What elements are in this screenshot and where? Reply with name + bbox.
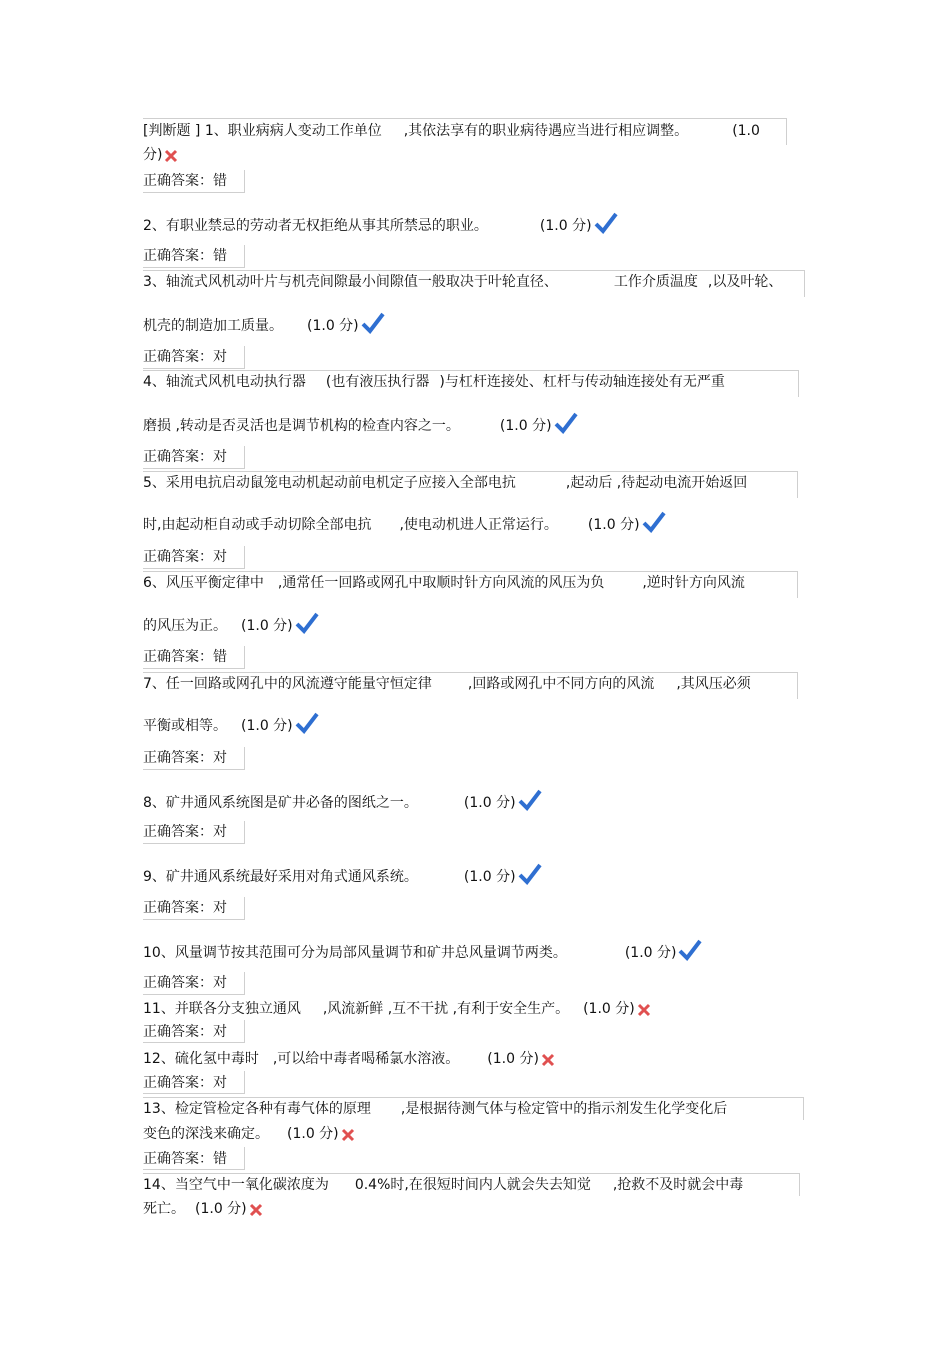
question-13-line-2: 变色的深浅来确定。 (1.0 分)	[143, 1125, 355, 1143]
question-6-line-1: 6、风压平衡定律中 ,通常任一回路或网孔中取顺时针方向风流的风压为负 ,逆时针方向风流	[143, 575, 745, 591]
cross-icon	[541, 1053, 555, 1072]
answer-9: 正确答案：对	[143, 900, 227, 916]
question-13-line-1: 13、检定管检定各种有毒气体的原理 ,是根据待测气体与检定管中的指示剂发生化学变化后	[143, 1101, 728, 1117]
question-3-frame	[143, 270, 805, 297]
answer-1-frame	[143, 170, 245, 193]
answer-6: 正确答案：错	[143, 649, 227, 665]
question-1-line-1: [判断题 ] 1、职业病病人变动工作单位 ,其依法享有的职业病待遇应当进行相应调整。 (1.0	[143, 123, 760, 139]
answer-8: 正确答案：对	[143, 824, 227, 840]
question-5-line-2: 时,由起动柜自动或手动切除全部电抗 ,使电动机进人正常运行。 (1.0 分)	[143, 511, 666, 529]
answer-12-frame	[143, 1071, 245, 1094]
question-1-line-2: 分)	[143, 146, 178, 164]
answer-9-frame	[143, 897, 245, 920]
answer-4-frame	[143, 446, 245, 469]
question-11-line-1: 11、并联各分支独立通风 ,风流新鲜 ,互不干扰 ,有利于安全生产。 (1.0 分)	[143, 1000, 651, 1018]
answer-7: 正确答案：对	[143, 750, 227, 766]
answer-4: 正确答案：对	[143, 449, 227, 465]
checkmark-icon	[518, 863, 542, 890]
answer-8-frame	[143, 821, 245, 844]
answer-5-frame	[143, 546, 245, 569]
question-6-line-2: 的风压为正。 (1.0 分)	[143, 612, 319, 630]
checkmark-icon	[678, 939, 702, 966]
answer-3: 正确答案：对	[143, 349, 227, 365]
answer-11: 正确答案：对	[143, 1024, 227, 1040]
checkmark-icon	[361, 312, 385, 339]
answer-11-frame	[143, 1020, 245, 1043]
question-14-line-1: 14、当空气中一氧化碳浓度为 0.4%时,在很短时间内人就会失去知觉 ,抢救不及时就会中毒	[143, 1177, 744, 1193]
question-7-frame	[143, 672, 798, 699]
question-12-line-1: 12、硫化氢中毒时 ,可以给中毒者喝稀氯水溶液。 (1.0 分)	[143, 1050, 555, 1068]
answer-10-frame	[143, 972, 245, 995]
checkmark-icon	[594, 212, 618, 239]
answer-1: 正确答案：错	[143, 173, 227, 189]
question-2-line-1: 2、有职业禁忌的劳动者无权拒绝从事其所禁忌的职业。 (1.0 分)	[143, 212, 618, 230]
checkmark-icon	[295, 712, 319, 739]
cross-icon	[164, 149, 178, 168]
question-14-frame	[143, 1173, 800, 1196]
question-1-frame	[143, 118, 787, 145]
question-10-line-1: 10、风量调节按其范围可分为局部风量调节和矿井总风量调节两类。 (1.0 分)	[143, 939, 702, 957]
question-8-line-1: 8、矿井通风系统图是矿井必备的图纸之一。 (1.0 分)	[143, 789, 542, 807]
answer-5: 正确答案：对	[143, 549, 227, 565]
cross-icon	[341, 1128, 355, 1147]
answer-7-frame	[143, 747, 245, 770]
checkmark-icon	[554, 412, 578, 439]
cross-icon	[249, 1203, 263, 1222]
answer-2: 正确答案：错	[143, 248, 227, 264]
question-7-line-2: 平衡或相等。 (1.0 分)	[143, 712, 319, 730]
question-5-line-1: 5、采用电抗启动鼠笼电动机起动前电机定子应接入全部电抗 ,起动后 ,待起动电流开始返回	[143, 475, 748, 491]
cross-icon	[637, 1003, 651, 1022]
question-3-line-2: 机壳的制造加工质量。 (1.0 分)	[143, 312, 385, 330]
question-4-line-2: 磨损 ,转动是否灵活也是调节机构的检查内容之一。 (1.0 分)	[143, 412, 578, 430]
question-14-line-2: 死亡。 (1.0 分)	[143, 1200, 263, 1218]
checkmark-icon	[642, 511, 666, 538]
question-3-line-1: 3、轴流式风机动叶片与机壳间隙最小间隙值一般取决于叶轮直径、 工作介质温度 ,以及叶轮、	[143, 274, 783, 290]
question-6-frame	[143, 571, 798, 598]
question-13-frame	[143, 1097, 804, 1120]
answer-13: 正确答案：错	[143, 1151, 227, 1167]
answer-3-frame	[143, 346, 245, 369]
question-4-frame	[143, 370, 799, 397]
answer-2-frame	[143, 245, 245, 268]
question-5-frame	[143, 471, 798, 498]
checkmark-icon	[295, 612, 319, 639]
answer-13-frame	[143, 1147, 245, 1170]
checkmark-icon	[518, 789, 542, 816]
question-4-line-1: 4、轴流式风机电动执行器 (也有液压执行器 )与杠杆连接处、杠杆与传动轴连接处有无严重	[143, 374, 725, 390]
question-9-line-1: 9、矿井通风系统最好采用对角式通风系统。 (1.0 分)	[143, 863, 542, 881]
question-7-line-1: 7、任一回路或网孔中的风流遵守能量守恒定律 ,回路或网孔中不同方向的风流 ,其风压必须	[143, 676, 751, 692]
answer-12: 正确答案：对	[143, 1075, 227, 1091]
answer-6-frame	[143, 646, 245, 669]
answer-10: 正确答案：对	[143, 975, 227, 991]
